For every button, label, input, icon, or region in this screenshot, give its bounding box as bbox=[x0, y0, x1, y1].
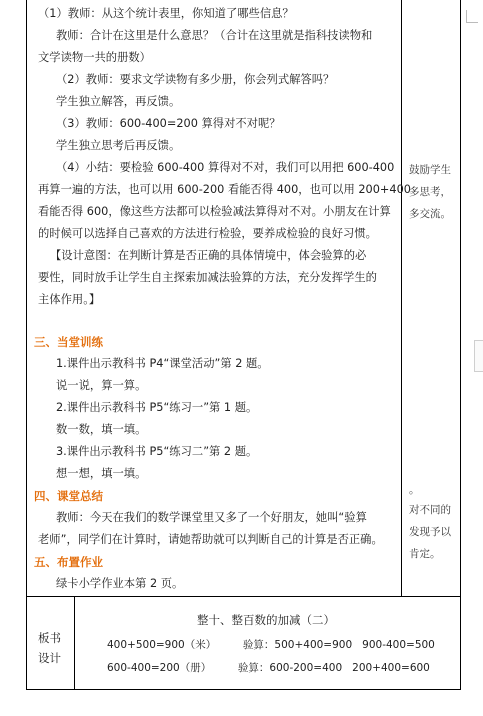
table-left-border bbox=[26, 0, 27, 690]
design-intent-line: 要性，同时放手让学生自主探索加减法验算的方法，充分发挥学生的 bbox=[38, 271, 377, 284]
side-note: 鼓励学生 bbox=[409, 164, 451, 176]
side-scroll-tab[interactable] bbox=[474, 340, 483, 372]
summary-line: 教师：今天在我们的数学课堂里又多了一个好朋友，她叫“验算 bbox=[56, 511, 367, 524]
notes-column-divider bbox=[401, 0, 402, 596]
board-equation-row: 600-400=200（册） 验算：600-200=400 200+400=600 bbox=[107, 662, 430, 674]
side-note-mark: 。 bbox=[409, 484, 420, 496]
board-label: 设计 bbox=[38, 651, 61, 665]
lesson-line: （4）小结：要检验 600-400 算得对不对，我们可以用把 600-400 bbox=[56, 161, 395, 174]
side-note: 多交流。 bbox=[409, 208, 451, 220]
table-bottom-border bbox=[26, 689, 461, 690]
design-intent-line: 【设计意图：在判断计算是否正确的具体情境中，体会验算的必 bbox=[50, 249, 367, 262]
exercise-line: 数一数，填一填。 bbox=[56, 423, 147, 436]
exercise-line: 3.课件出示教科书 P5“练习二”第 2 题。 bbox=[56, 445, 258, 458]
table-right-border bbox=[460, 0, 461, 690]
exercise-line: 1.课件出示教科书 P4“课堂活动”第 2 题。 bbox=[56, 357, 269, 370]
homework-line: 绿卡小学作业本第 2 页。 bbox=[56, 577, 184, 590]
exercise-line: 说一说，算一算。 bbox=[56, 379, 147, 392]
exercise-line: 2.课件出示教科书 P5“练习一”第 1 题。 bbox=[56, 401, 258, 414]
lesson-line: （2）教师：要求文学读物有多少册，你会列式解答吗？ bbox=[56, 73, 335, 86]
lesson-line: 教师：合计在这里是什么意思？（合计在这里就是指科技读物和 bbox=[56, 29, 373, 42]
design-intent-line: 主体作用。】 bbox=[38, 293, 101, 306]
side-note: 对不同的 bbox=[409, 504, 451, 516]
lesson-line: （1）教师：从这个统计表里，你知道了哪些信息？ bbox=[38, 7, 294, 20]
lesson-line: 的时候可以选择自己喜欢的方法进行检验，要养成检验的良好习惯。 bbox=[38, 227, 377, 240]
section-heading: 四、课堂总结 bbox=[34, 489, 103, 503]
lesson-line: 学生独立思考后再反馈。 bbox=[56, 139, 181, 152]
page-corner-mark bbox=[466, 22, 478, 23]
lesson-line: 看能否得 600，像这些方法都可以检验减法算得对不对。小朋友在计算 bbox=[38, 205, 391, 218]
page-corner-mark bbox=[466, 10, 467, 22]
lesson-line: 再算一遍的方法，也可以用 600-200 看能否得 400，也可以用 200+400 bbox=[38, 183, 411, 196]
summary-line: 老师”，同学们在计算时，请她帮助就可以判断自己的计算是否正确。 bbox=[38, 533, 383, 546]
board-label: 板书 bbox=[38, 631, 61, 645]
board-label-divider bbox=[74, 596, 75, 690]
board-title: 整十、整百数的加减（二） bbox=[197, 613, 335, 627]
side-note: 肯定。 bbox=[409, 548, 441, 560]
section-heading: 五、布置作业 bbox=[34, 555, 103, 569]
side-note: 多思考， bbox=[409, 186, 451, 198]
lesson-line: 学生独立解答，再反馈。 bbox=[56, 95, 181, 108]
board-row-divider bbox=[26, 596, 461, 597]
exercise-line: 想一想，填一填。 bbox=[56, 467, 147, 480]
section-heading: 三、当堂训练 bbox=[34, 335, 103, 349]
lesson-line: 文学读物一共的册数） bbox=[38, 51, 151, 64]
lesson-line: （3）教师：600-400=200 算得对不对呢？ bbox=[56, 117, 281, 130]
side-note: 发现予以 bbox=[409, 526, 451, 538]
board-equation-row: 400+500=900（米） 验算：500+400=900 900-400=500 bbox=[107, 639, 435, 651]
